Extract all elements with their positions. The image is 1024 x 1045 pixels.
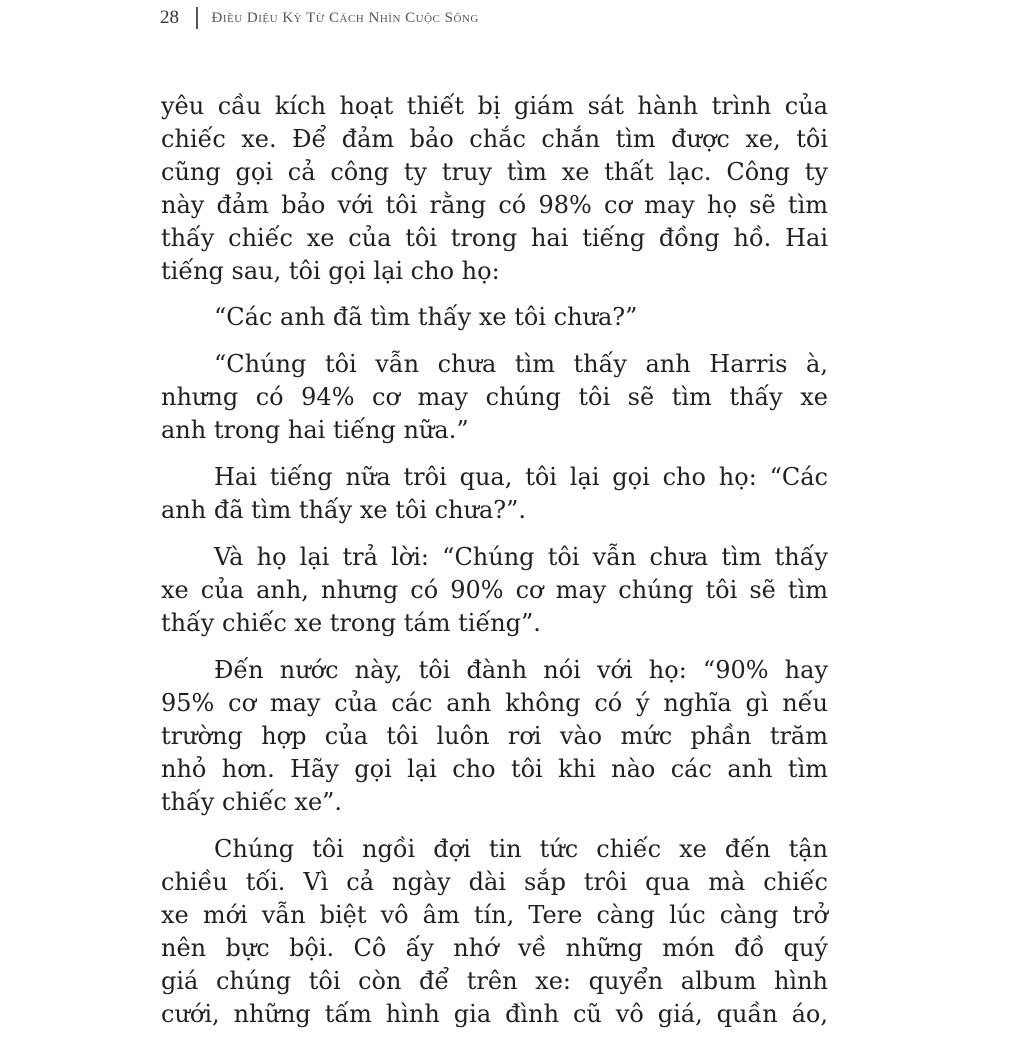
text-line: chiều tối. Vì cả ngày dài sắp trôi qua mà chiếc: [161, 868, 828, 896]
text-line: Hai tiếng nữa trôi qua, tôi lại gọi cho họ: “Các: [214, 463, 828, 491]
text-line: thấy chiếc xe của tôi trong hai tiếng đồng hồ. Hai: [161, 224, 828, 252]
paragraph: [161, 348, 828, 447]
text-line: tiếng sau, tôi gọi lại cho họ:: [161, 257, 500, 285]
text-line: cưới, những tấm hình gia đình cũ vô giá, quần áo,: [161, 1000, 828, 1028]
text-line: cũng gọi cả công ty truy tìm xe thất lạc. Công ty: [161, 158, 828, 186]
page-body: [161, 90, 828, 1045]
header-divider: [196, 7, 198, 29]
text-line: chiếc xe. Để đảm bảo chắc chắn tìm được xe, tôi: [161, 125, 828, 153]
text-line: “Chúng tôi vẫn chưa tìm thấy anh Harris à,: [214, 350, 828, 378]
text-line: thấy chiếc xe trong tám tiếng”.: [161, 609, 541, 637]
text-line: nhưng có 94% cơ may chúng tôi sẽ tìm thấy xe: [161, 383, 828, 411]
text-line: Chúng tôi ngồi đợi tin tức chiếc xe đến tận: [214, 835, 828, 863]
text-line: “Các anh đã tìm thấy xe tôi chưa?”: [214, 303, 638, 331]
text-line: thấy chiếc xe”.: [161, 788, 343, 816]
text-line: trường hợp của tôi luôn rơi vào mức phần trăm: [161, 722, 828, 750]
text-line: xe mới vẫn biệt vô âm tín, Tere càng lúc càng trở: [161, 901, 828, 929]
text-line: nên bực bội. Cô ấy nhớ về những món đồ quý: [161, 934, 828, 962]
text-line: Và họ lại trả lời: “Chúng tôi vẫn chưa tìm thấy: [214, 543, 828, 571]
running-header: [160, 4, 479, 32]
text-line: giá chúng tôi còn để trên xe: quyển album hình: [161, 967, 828, 995]
page-number: 28: [160, 7, 179, 28]
paragraph: [161, 461, 828, 527]
paragraph: [161, 301, 828, 334]
paragraph: [161, 654, 828, 819]
text-line: yêu cầu kích hoạt thiết bị giám sát hành trình của: [161, 92, 828, 120]
paragraph: [161, 833, 828, 1031]
text-line: nhỏ hơn. Hãy gọi lại cho tôi khi nào các anh tìm: [161, 755, 828, 783]
text-line: Đến nước này, tôi đành nói với họ: “90% hay: [214, 656, 828, 684]
text-line: này đảm bảo với tôi rằng có 98% cơ may họ sẽ tìm: [161, 191, 828, 219]
text-line: xe của anh, nhưng có 90% cơ may chúng tôi sẽ tìm: [161, 576, 828, 604]
running-title: Điều Diệu Kỳ Từ Cách Nhìn Cuộc Sống: [211, 9, 479, 26]
text-line: 95% cơ may của các anh không có ý nghĩa gì nếu: [161, 689, 828, 717]
paragraph: [161, 90, 828, 288]
text-line: anh trong hai tiếng nữa.”: [161, 416, 469, 444]
paragraph: [161, 541, 828, 640]
text-line: anh đã tìm thấy xe tôi chưa?”.: [161, 496, 527, 524]
